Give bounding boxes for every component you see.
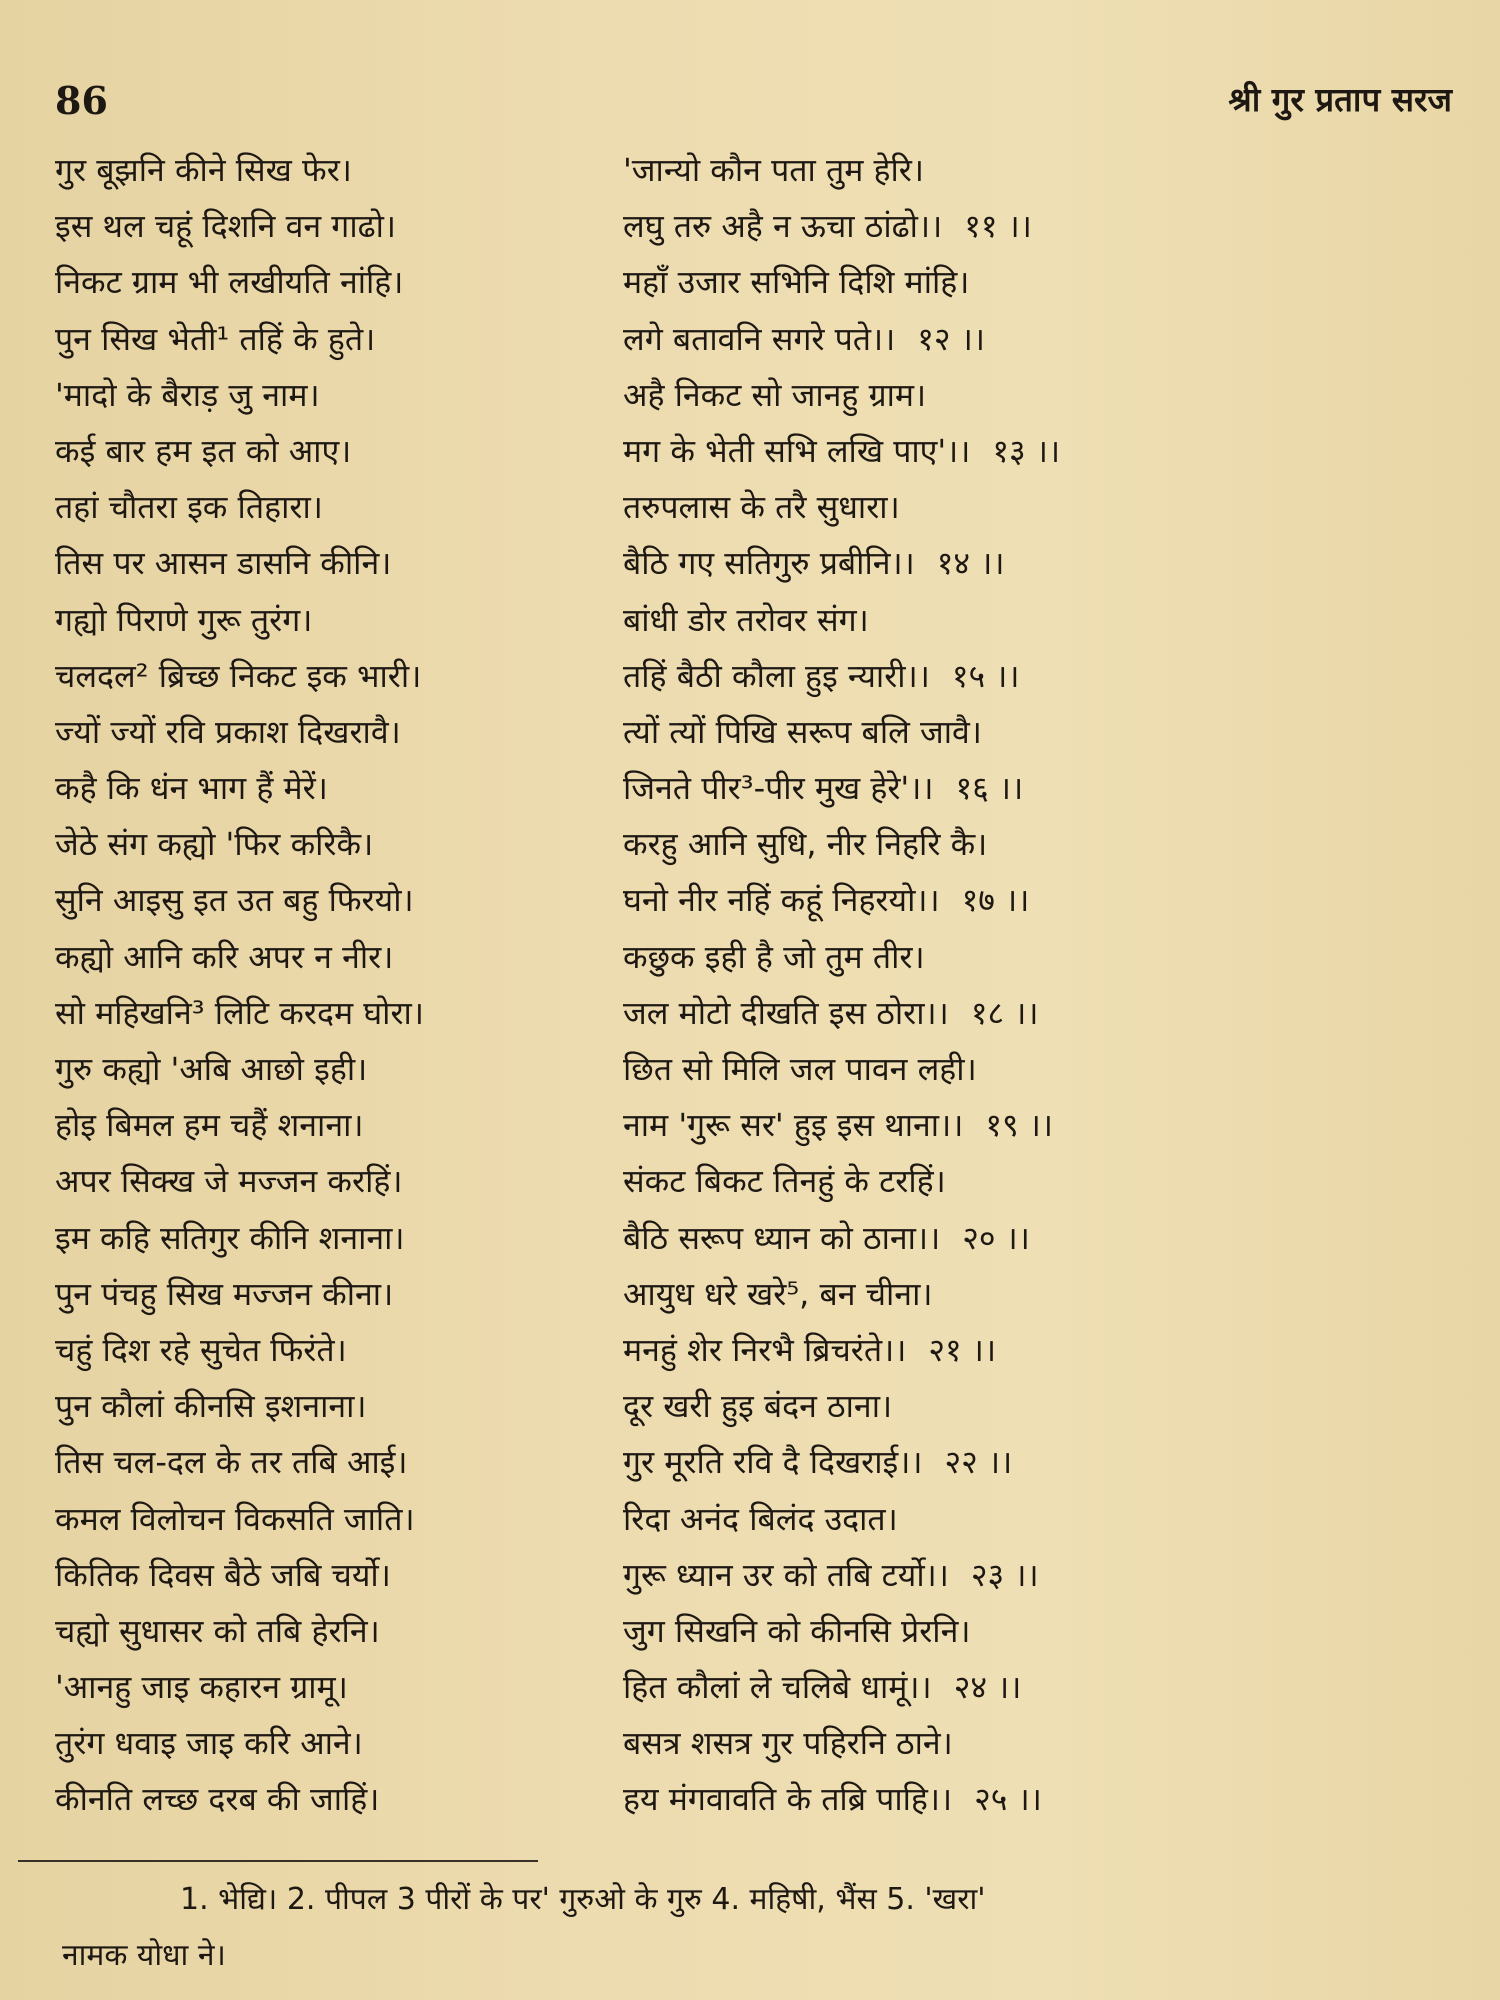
verse-line [55,1497,1455,1553]
verse-first-half: गुर बूझनि कीने सिख फेर। [55,151,352,189]
verse-number: २१ ।। [928,1330,997,1369]
footnote-divider [18,1860,538,1862]
verse-first-half: कई बार हम इत को आए। [55,431,352,470]
verse-line [55,1384,1455,1440]
verse-line [55,373,1455,429]
verse-line [55,1721,1455,1777]
verse-second-half: बैठि गए सतिगुरु प्रबीनि।। [623,544,915,583]
verse-line [55,541,1455,597]
verse-first-half: निकट ग्राम भी लखीयति नांहि। [55,263,404,302]
verse-line [55,1216,1455,1272]
verse-second-half: गुरू ध्यान उर को तबि टर्यो।। [623,1555,949,1594]
verse-line [55,654,1455,710]
verse-second-half: गुर मूरति रवि दै दिखराई।। [623,1443,923,1482]
page-number: 86 [55,78,108,123]
verse-first-half: तिस पर आसन डासनि कीनि। [55,544,392,583]
verse-number: २३ ।। [970,1555,1039,1594]
running-title: श्री गुर प्रताप सरज [1228,80,1452,119]
verse-first-half: सुनि आइसु इत उत बहु फिरयो। [55,881,414,920]
verse-line [55,1047,1455,1103]
verse-first-half: इम कहि सतिगुर कीनि शनाना। [55,1218,405,1257]
verse-second-half: हय मंगवावति के तब्रि पाहि।। [623,1780,953,1819]
verse-line [55,204,1455,260]
verse-line [55,485,1455,541]
verse-number: १९ ।। [985,1106,1054,1145]
footnotes [62,1872,1442,1984]
verse-line [55,1777,1455,1833]
verse-first-half: कीनति लच्छ दरब की जाहिं। [55,1780,380,1819]
verse-number: २५ ।। [974,1780,1042,1819]
verse-first-half: पुन कौलां कीनसि इशनाना। [55,1387,367,1426]
verse-line [55,260,1455,316]
verse-line [55,1609,1455,1665]
verse-first-half: अपर सिक्ख जे मज्जन करहिं। [55,1162,403,1201]
verse-first-half: कमल विलोचन विकसति जाति। [55,1499,415,1538]
verse-first-half: कितिक दिवस बैठे जबि चर्यो। [55,1555,391,1594]
verse-second-half: कछुक इही है जो तुम तीर। [623,937,925,976]
verse-first-half: 'आनहु जाइ कहारन ग्रामू। [55,1668,348,1707]
verse-line [55,1328,1455,1384]
verse-first-half: सो महिखनि³ लिटि करदम घोरा। [55,993,424,1032]
verse-first-half: कहै कि धंन भाग हैं मेरें। [55,769,328,808]
verse-first-half: ज्यों ज्यों रवि प्रकाश दिखरावै। [55,712,401,751]
verse-number: १४ ।। [936,544,1005,583]
verse-number: १८ ।। [970,993,1039,1032]
verse-first-half: तुरंग धवाइ जाइ करि आने। [55,1724,363,1763]
verse-second-half: रिदा अनंद बिलंद उदात। [623,1499,898,1538]
verse-number: १७ ।। [961,881,1030,920]
verse-second-half: दूर खरी हुइ बंदन ठाना। [623,1387,893,1426]
verse-second-half: बैठि सरूप ध्यान को ठाना।। [623,1218,941,1257]
verse-line [55,766,1455,822]
verse-second-half: आयुध धरे खरे⁵, बन चीना। [623,1274,933,1313]
verse-line [55,1272,1455,1328]
verse-second-half: बसत्र शसत्र गुर पहिरनि ठाने। [623,1724,953,1763]
verse-second-half: हित कौलां ले चलिबे धामूं।। [623,1668,932,1707]
verse-first-half: इस थल चहूं दिशनि वन गाढो। [55,207,397,246]
verse-second-half: जल मोटो दीखति इस ठोरा।। [623,993,949,1032]
verse-number: २२ ।। [944,1443,1013,1482]
verse-first-half: तहां चौतरा इक तिहारा। [55,488,323,527]
verse-second-half: घनो नीर नहिं कहूं निहरयो।। [623,881,940,920]
verse-first-half: चहुं दिश रहे सुचेत फिरंते। [55,1330,347,1369]
verse-first-half: चह्यो सुधासर को तबि हेरनि। [55,1611,380,1650]
verse-number: २४ ।। [953,1668,1022,1707]
verse-number: १३ ।। [992,431,1061,470]
verse-line [55,935,1455,991]
verse-line [55,598,1455,654]
footnote-line: 1. भेद्यि। 2. पीपल 3 पीरों के पर' गुरुओ के गुरु 4. महिषी, भैंस 5. 'खरा' [180,1882,986,1917]
verse-second-half: जिनते पीर³-पीर मुख हेरे'।। [623,769,934,808]
verse-line [55,317,1455,373]
verse-block [55,148,1455,1834]
verse-number: १२ ।। [917,319,985,358]
verse-first-half: तिस चल-दल के तर तबि आई। [55,1443,408,1482]
verse-second-half: लघु तरु अहै न ऊचा ठांढो।। [623,207,943,246]
verse-line [55,1553,1455,1609]
verse-number: १६ ।। [955,769,1024,808]
verse-line [55,1440,1455,1496]
verse-line [55,148,1455,204]
verse-second-half: लगे बतावनि सगरे पते।। [623,319,896,358]
verse-line [55,1665,1455,1721]
verse-first-half: होइ बिमल हम चहैं शनाना। [55,1106,364,1145]
verse-first-half: गह्यो पिराणे गुरू तुरंग। [55,600,313,639]
verse-number: १५ ।। [951,656,1020,695]
verse-first-half: पुन पंचहु सिख मज्जन कीना। [55,1274,394,1313]
verse-second-half: त्यों त्यों पिखि सरूप बलि जावै। [623,712,982,751]
verse-number: २० ।। [962,1218,1030,1257]
verse-second-half: मग के भेती सभि लखि पाए'।। [623,431,971,470]
verse-first-half: पुन सिख भेती¹ तहिं के हुते। [55,319,376,358]
verse-second-half: 'जान्यो कौन पता तुम हेरि। [623,151,925,189]
verse-line [55,822,1455,878]
verse-line [55,710,1455,766]
verse-second-half: तहिं बैठी कौला हुइ न्यारी।। [623,656,930,695]
verse-first-half: गुरु कह्यो 'अबि आछो इही। [55,1050,368,1088]
verse-first-half: कह्यो आनि करि अपर न नीर। [55,937,394,976]
verse-first-half: 'मादो के बैराड़ जु नाम। [55,375,320,414]
footnote-line: नामक योधा ने। [62,1938,226,1973]
verse-number: ११ ।। [964,207,1032,246]
verse-second-half: अहै निकट सो जानहु ग्राम। [623,375,927,414]
verse-second-half: जुग सिखनि को कीनसि प्रेरनि। [623,1611,971,1650]
verse-line [55,429,1455,485]
verse-second-half: महाँ उजार सभिनि दिशि मांहि। [623,263,970,302]
verse-second-half: तरुपलास के तरै सुधारा। [623,488,900,527]
verse-second-half: संकट बिकट तिनहुं के टरहिं। [623,1162,946,1201]
verse-second-half: नाम 'गुरू सर' हुइ इस थाना।। [623,1106,964,1145]
verse-line [55,1103,1455,1159]
verse-line [55,878,1455,934]
verse-second-half: करहु आनि सुधि, नीर निहरि कै। [623,825,988,864]
verse-second-half: मनहुं शेर निरभै ब्रिचरंते।। [623,1330,907,1369]
verse-line [55,991,1455,1047]
verse-second-half: बांधी डोर तरोवर संग। [623,600,869,639]
verse-line [55,1159,1455,1215]
verse-first-half: चलदल² ब्रिच्छ निकट इक भारी। [55,656,422,695]
verse-second-half: छित सो मिलि जल पावन लही। [623,1050,977,1088]
verse-first-half: जेठे संग कह्यो 'फिर करिकै। [55,825,374,864]
